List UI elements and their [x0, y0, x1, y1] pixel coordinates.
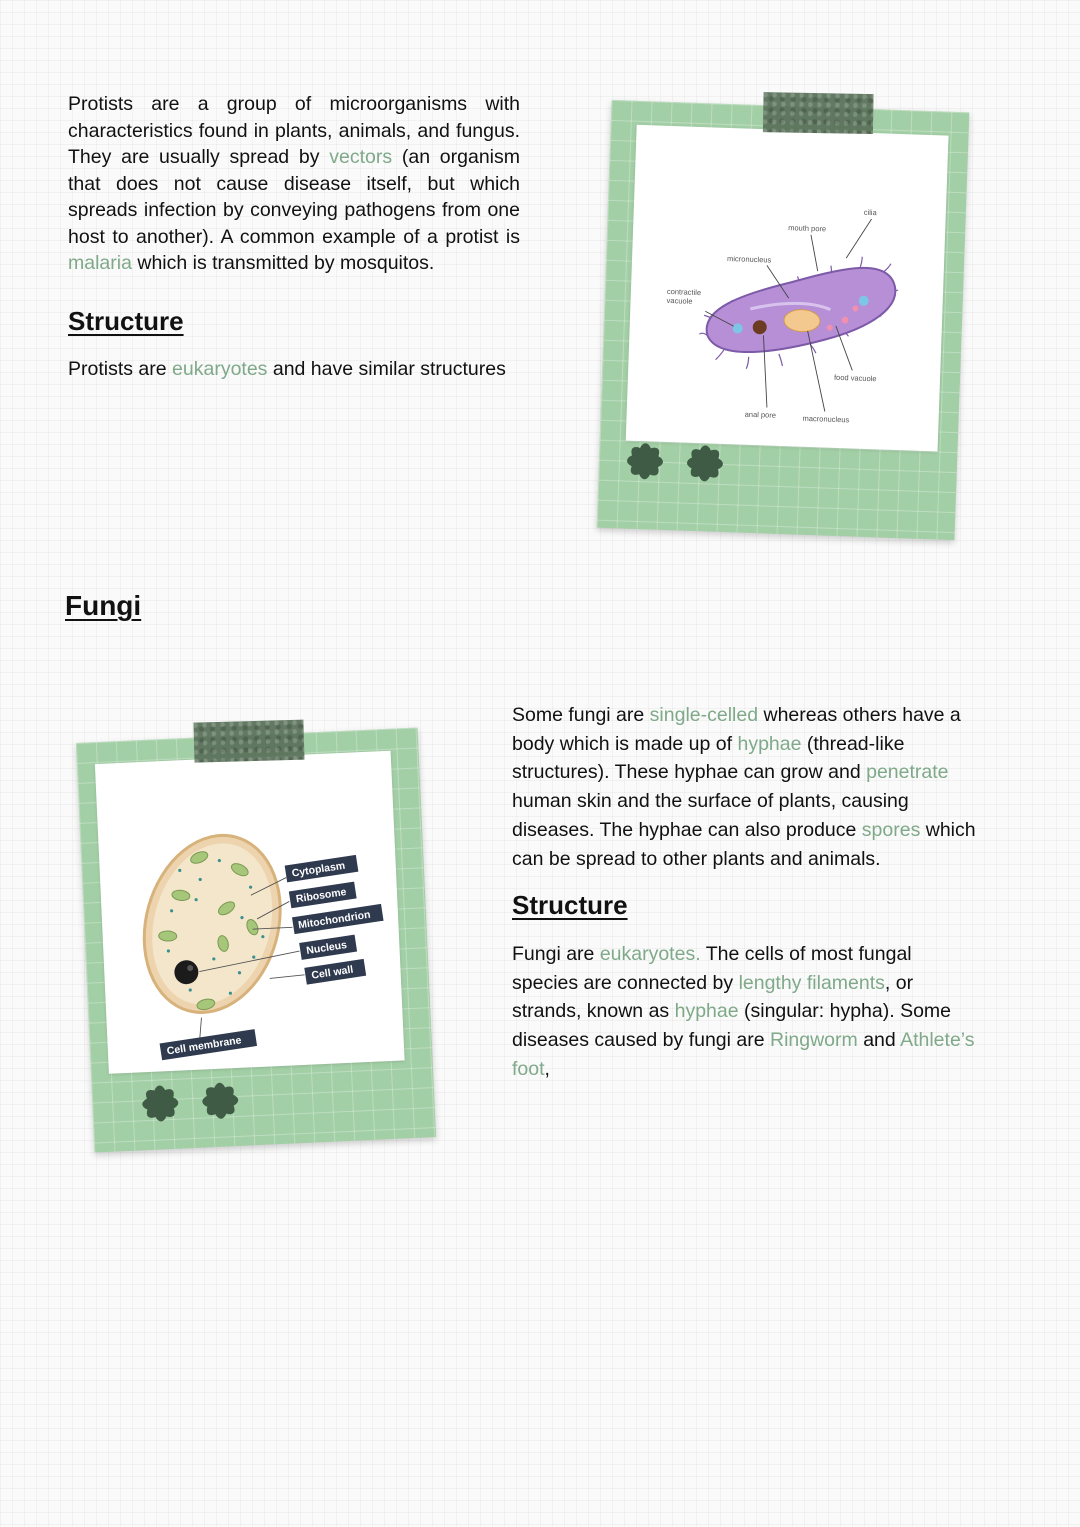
tag-nucleus [299, 935, 357, 960]
label-cilia: cilia [863, 207, 877, 218]
text-run: , [544, 1057, 550, 1080]
tag-cell-wall [304, 959, 366, 985]
text-run: which is transmitted by mosquitos. [131, 252, 435, 274]
label-contractile: contractile [666, 286, 702, 298]
text-run: human skin and the surface of plants, causing diseases. The hyphae can also produce [512, 790, 909, 841]
label-vacuole: vacuole [666, 295, 693, 306]
fungi-structure-heading: Structure [512, 890, 628, 920]
label-mitochondrion: Mitochondrion [297, 908, 372, 932]
text-run: which can be spread to other plants and animals. [512, 818, 976, 870]
text-run: The cells of most fungal species are connected by [512, 943, 912, 994]
fungi-heading: Fungi [65, 590, 142, 621]
flower-icons [131, 1069, 254, 1134]
highlighted-term: lengthy filaments [738, 971, 885, 994]
label-nucleus: Nucleus [305, 939, 348, 957]
paramecium-diagram [626, 125, 949, 452]
text-run: and have similar structures [267, 358, 506, 380]
text-run: Some fungi are [512, 704, 650, 726]
flower-icons [616, 430, 738, 494]
highlighted-term: spores [861, 818, 921, 841]
label-cell-membrane: Cell membrane [165, 1034, 243, 1058]
protists-intro-paragraph [68, 91, 520, 277]
protists-structure-text [68, 356, 548, 383]
highlighted-term: malaria [68, 252, 132, 274]
text-run: Protists are a group of microorganisms with characteristics found in plants, animals, and fungus. They are usually spread by [68, 93, 520, 168]
highlighted-term: Ringworm [770, 1029, 858, 1052]
text-run: (singular: hypha). Some diseases caused by fungi are [512, 1000, 952, 1052]
label-macronucleus: macronucleus [802, 413, 850, 425]
tag-mitochondrion [292, 904, 384, 934]
protist-photo [626, 125, 949, 452]
highlighted-term: eukaryotes. [599, 943, 701, 965]
text-run: Fungi are [512, 943, 600, 965]
fungi-polaroid [76, 727, 436, 1152]
label-cell-wall: Cell wall [310, 963, 355, 982]
label-micronucleus: micronucleus [726, 254, 772, 265]
text-run: whereas others have a body which is made up of [512, 704, 961, 755]
label-anal-pore: anal pore [744, 409, 777, 420]
washi-tape [193, 720, 304, 763]
highlighted-term: penetrate [866, 761, 949, 784]
label-mouth-pore: mouth pore [788, 223, 827, 234]
fungal-cell-diagram [95, 751, 405, 1074]
highlighted-term: hyphae [674, 1000, 739, 1023]
washi-tape [763, 92, 874, 134]
tag-cell-membrane [159, 1029, 257, 1060]
highlighted-term: eukaryotes [172, 358, 268, 380]
highlighted-term: vectors [329, 146, 393, 168]
protists-structure-heading: Structure [68, 306, 184, 336]
fungi-structure-text [512, 940, 982, 1084]
text-run: , or strands, known as [512, 971, 914, 1023]
highlighted-term: hyphae [737, 732, 802, 755]
text-run: Protists are [68, 358, 173, 380]
fungi-photo [95, 751, 405, 1074]
highlighted-term: Athlete’s foot [512, 1029, 975, 1080]
text-run: (thread-like structures). These hyphae can grow and [512, 732, 905, 784]
protist-polaroid [597, 100, 970, 540]
highlighted-term: single-celled [649, 704, 759, 726]
text-run: and [857, 1029, 901, 1052]
label-cytoplasm: Cytoplasm [291, 859, 346, 880]
tag-cytoplasm [284, 855, 358, 883]
label-food-vacuole: food vacuole [833, 372, 877, 384]
tag-ribosome [289, 882, 357, 909]
fungi-intro-paragraph [512, 701, 982, 873]
text-run: (an organism that does not cause disease itself, but which spreads infection by conveying pathogens from one host to another). A common example of a protist is [68, 146, 521, 248]
label-ribosome: Ribosome [295, 885, 348, 906]
